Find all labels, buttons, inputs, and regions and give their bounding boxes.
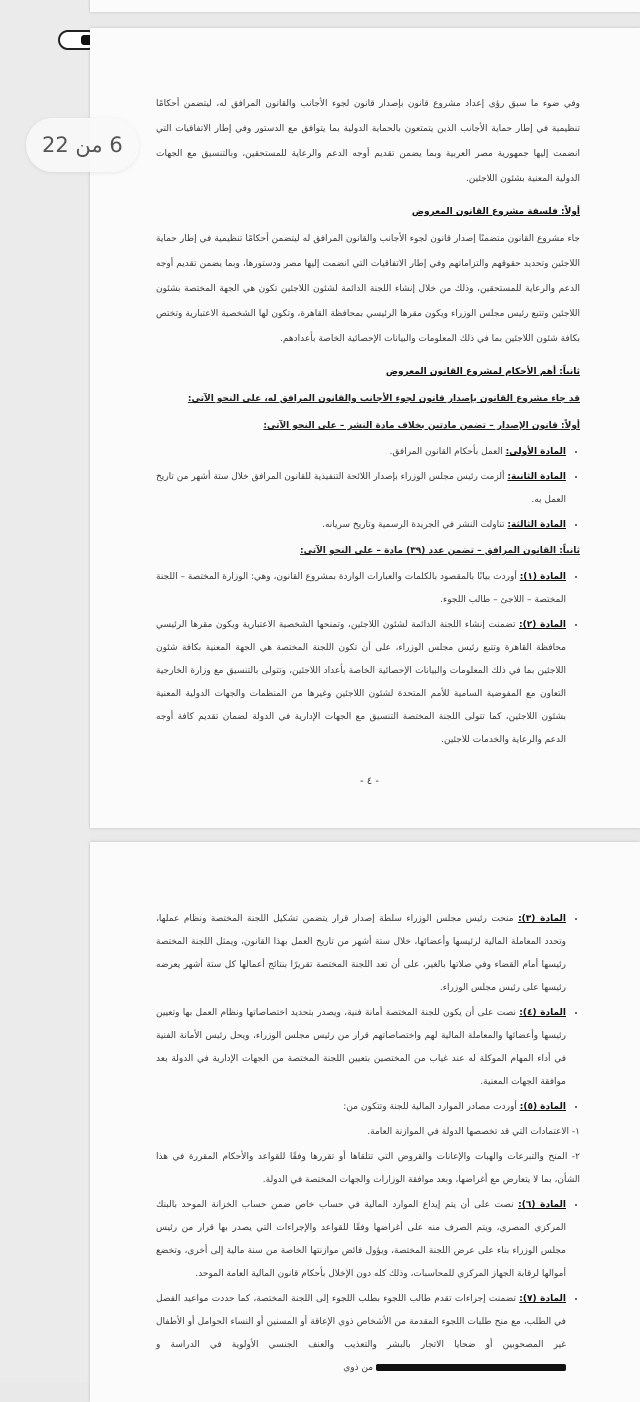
redacted-tail-text: من ذوي [343,1363,374,1373]
list-item: • المادة (٦): نصت على أن يتم إيداع الموارد المالية في حساب خاص ضمن حساب الخزانة الموحد بالبنك المركزي المصري، ويتم الصرف منه على أغراضها وفقًا للقواعد والإجراءات التي يصدر بها قرار من رئيس مجلس الوزراء بناء على عرض اللجنة المختصة، ويؤول فائض موازنتها الخاصة من سنة مالية إلى أخرى، وتخضع أموالها لرقابة الجهاز المركزي للمحاسبات، وذلك كله دون الإخلال بأحكام قانون المالية العامة الموحد. [156,1194,566,1286]
list-item: • المادة (١): أوردت بيانًا بالمقصود بالكلمات والعبارات الواردة بمشروع القانون، وهي: الوزارة المختصة – اللجنة المختصة – اللاجئ – طالب اللجوء. [156,566,566,612]
section-1-title: أولاً: فلسفة مشروع القانون المعروض [411,207,580,217]
section-1-body: جاء مشروع القانون متضمنًا إصدار قانون لجوء الأجانب والقانون المرافق له ليتضمن أحكامًا تنظيمية في إطار حماية اللاجئين وتحديد حقوقهم والتزاماتهم وفي إطار الاتفاقيات التي انضمت إليها مصر ودستورها، وبما يضمن تقديم أوجه الدعم والرعاية للمستحقين، وذلك من خلال إنشاء اللجنة الدائمة لشئون اللاجئين تكون هي الجهة المختصة بشئون اللاجئين وتتبع رئيس مجلس الوزراء ويكون مقرها الرئيسي بمحافظة القاهرة، وتكون لها الشخصية الاعتبارية وتختص بكافة شئون اللاجئين بما في ذلك المعلومات والبيانات الإحصائية الخاصة بأعدادهم. [156,234,580,344]
section-2-subtitle: قد جاء مشروع القانون بإصدار قانون لجوء الأجانب والقانون المرافق له، على النحو الآتي: [187,394,580,404]
list-item: • المادة (٣): منحت رئيس مجلس الوزراء سلطة إصدار قرار يتضمن تشكيل اللجنة المختصة ونظام عملها، وتحدد المعاملة المالية لرئيسها وأعضائها، خلال ستة أشهر من تاريخ العمل بهذا القانون، ويمثل اللجنة المختصة رئيسها أمام القضاء وفي صلاتها بالغير، على أن تعد اللجنة المختصة تقريرًا بنتائج أعمالها كل ستة أشهر يعرضه رئيسها على رئيس مجلس الوزراء. [156,908,566,1000]
document-page-2[interactable] [90,842,640,1402]
numbered-line: ١- الاعتمادات التي قد تخصصها الدولة في الموازنة العامة. [367,1127,580,1137]
page-1-content [156,92,580,754]
list-item: • المادة الثالثة: تناولت النشر في الجريدة الرسمية وتاريخ سريانه. [156,514,566,537]
list-item: • المادة (٢): تضمنت إنشاء اللجنة الدائمة لشئون اللاجئين، وتمنحها الشخصية الاعتبارية ويكون مقرها الرئيسي محافظة القاهرة وتتبع رئيس مجلس الوزراء، على أن تكون اللجنة المختصة هي الجهة المعنية بكافة شئون اللاجئين بما في ذلك المعلومات والبيانات الإحصائية الخاصة بأعداد اللاجئين، وتتولى بالتنسيق مع وزارة الخارجية التعاون مع المفوضية السامية للأمم المتحدة لشئون اللاجئين وغيرها من المنظمات والجهات الدولية المعنية بشئون اللاجئين، كما تتولى اللجنة المختصة التنسيق مع الجهات الإدارية في الدولة لضمان تقديم كافة أوجه الدعم والرعاية والخدمات للاجئين. [156,614,566,752]
page-2-list-a [156,908,580,1119]
part-2-list [156,566,580,752]
viewer-background-strip [0,0,90,1382]
intro-paragraph: وفي ضوء ما سبق رؤي إعداد مشروع قانون بإصدار قانون لجوء الأجانب والقانون المرافق له، ليتضمن أحكامًا تنظيمية في إطار حماية الأجانب الذين يتمتعون بالحماية الدولية بما يتوافق مع الدستور وفي إطار الاتفاقيات التي انضمت إليها جمهورية مصر العربية وبما يضمن تقديم أوجه الدعم والرعاية للمستحقين، وبالتنسيق مع الجهات الدولية المعنية بشئون اللاجئين. [156,99,580,184]
numbered-line: ٢- المنح والتبرعات والهبات والإعانات والقروض التي تتلقاها أو تقررها وفقًا للقواعد والأحكام المقررة في هذا الشأن، بما لا يتعارض مع أغراضها، وبعد موافقة الوزارات والجهات المختصة في الدولة. [156,1152,580,1185]
page-2-list-b [156,1194,580,1380]
list-item: • المادة الثانية: ألزمت رئيس مجلس الوزراء بإصدار اللائحة التنفيذية للقانون المرافق خلال ستة أشهر من تاريخ العمل به. [156,466,566,512]
list-item: • المادة الأولى: العمل بأحكام القانون المرافق. [156,441,566,464]
list-item: • المادة (٥): أوردت مصادر الموارد المالية للجنة وتتكون من: [156,1096,566,1119]
part-2-title: ثانياً: القانون المرافق – تضمن عدد (٣٩) مادة – على النحو الآتي: [300,546,580,556]
page-indicator: 6 من 22 [26,118,139,172]
redaction-bar [376,1364,566,1371]
section-2-title: ثانياً: أهم الأحكام لمشروع القانون المعروض [385,367,580,377]
document-page-1[interactable] [90,28,640,828]
part-1-list [156,441,580,537]
list-item: • المادة (٧): تضمنت إجراءات تقدم طالب اللجوء بطلب اللجوء إلى اللجنة المختصة، كما حددت مواعيد الفصل في الطلب، مع منح طلبات اللجوء المقدمة من الأشخاص ذوي الإعاقة أو المسنين أو النساء الحوامل أو الأطفال غير المصحوبين أو ضحايا الاتجار بالبشر والتعذيب والعنف الجنسي الأولوية في الدراسة و من ذوي [156,1288,566,1380]
list-item: • المادة (٤): نصت على أن يكون للجنة المختصة أمانة فنية، ويصدر بتحديد اختصاصاتها ونظام العمل بها وتعيين رئيسها وأعضائها والمعاملة المالية لهم واختصاصاتهم قرار من رئيس مجلس الوزراء، ويحل رئيس الأمانة الفنية في أداء المهام الموكلة له عند غياب من المختصين بتعيين اللجنة المختصة من الجهات الإدارية في الدولة بعد موافقة الجهات المعنية. [156,1002,566,1094]
part-1-title: أولاً: قانون الإصدار – تضمن مادتين بخلاف مادة النشر – على النحو الآتي: [263,421,580,431]
previous-page-edge [90,0,640,12]
page-number: - ٤ - [360,776,379,787]
page-2-content [156,908,580,1382]
